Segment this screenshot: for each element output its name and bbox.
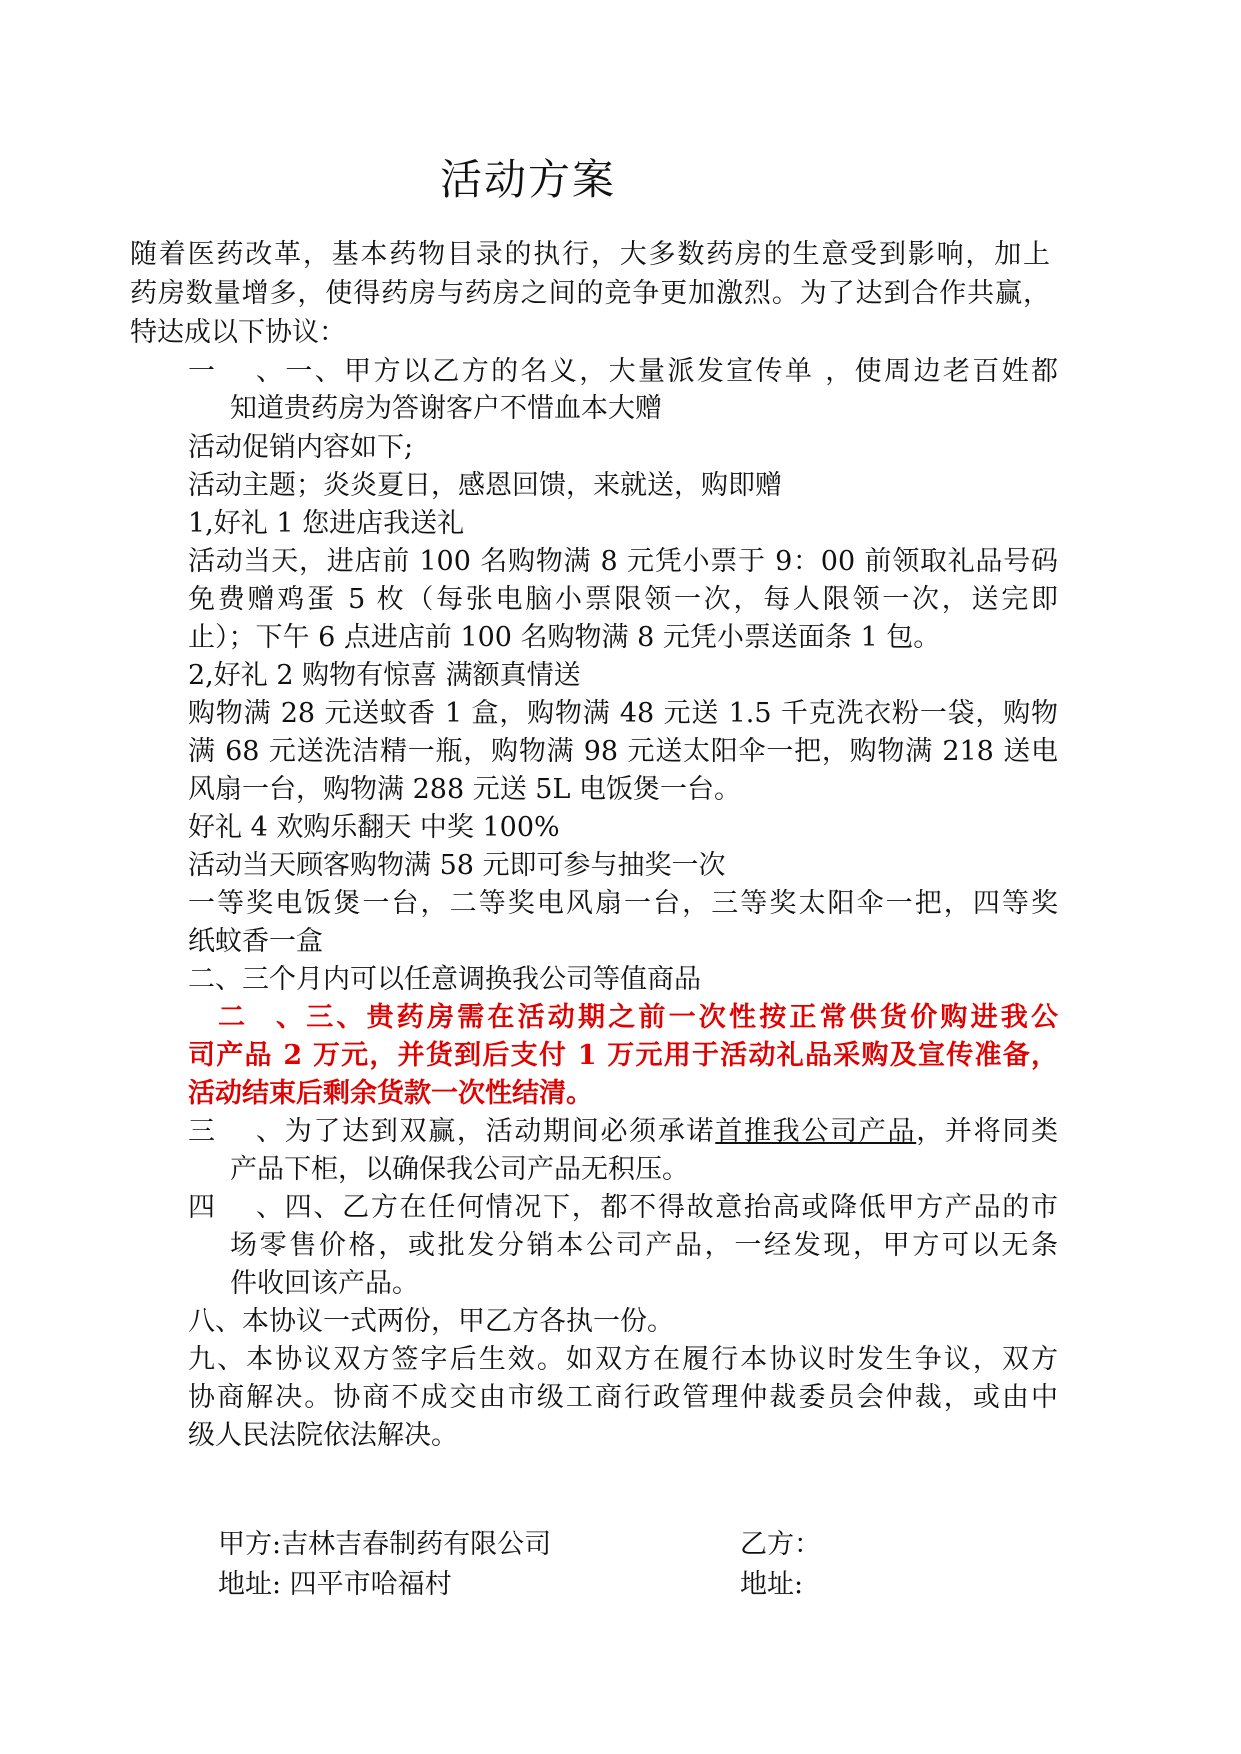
gift2-line-3: 风扇一台，购物满 288 元送 5L 电饭煲一台。: [188, 774, 741, 805]
gift4-line-2: 一等奖电饭煲一台，二等奖电风扇一台，三等奖太阳伞一把，四等奖: [188, 888, 1058, 919]
gift1-line-3: 止）；下午 6 点进店前 100 名购物满 8 元凭小票送面条 1 包。: [188, 622, 941, 653]
item3-line-1: [188, 1113, 1058, 1151]
item8-text: 八、本协议一式两份，甲乙方各执一份。: [188, 1306, 674, 1337]
item3-number: 三、: [188, 1116, 283, 1147]
item3-text-b: ，并将同类: [916, 1116, 1059, 1147]
promo-heading: 活动促销内容如下;: [188, 432, 414, 463]
item1-line-1: [188, 353, 1058, 391]
item2-text: 二、三个月内可以任意调换我公司等值商品: [188, 964, 701, 995]
red-clause-text: 三、贵药房需在活动期之前一次性按正常供货价购进我公: [303, 1002, 1058, 1033]
gift2-title: 2,好礼 2 购物有惊喜 满额真情送: [188, 660, 581, 691]
item4-line-3: 件收回该产品。: [230, 1268, 419, 1299]
red-clause-number: 二、: [218, 1002, 303, 1033]
red-clause-line-2: 司产品 2 万元，并货到后支付 1 万元用于活动礼品采购及宣传准备，: [188, 1040, 1058, 1071]
party-a-name: 甲方:吉林吉春制药有限公司: [218, 1529, 552, 1560]
gift2-line-1: 购物满 28 元送蚊香 1 盒，购物满 48 元送 1.5 千克洗衣粉一袋，购物: [188, 698, 1058, 729]
item1-line-2: 知道贵药房为答谢客户不惜血本大赠: [230, 393, 662, 424]
promo-theme: 活动主题；炎炎夏日，感恩回馈，来就送，购即赠: [188, 470, 782, 501]
red-clause-line-3: 活动结束后剩余货款一次性结清。: [188, 1078, 593, 1109]
item9-line-2: 协商解决。协商不成交由市级工商行政管理仲裁委员会仲裁，或由中: [188, 1382, 1058, 1413]
item4-line-1: [188, 1189, 1058, 1227]
item4-number: 四、: [188, 1192, 283, 1223]
party-b-address: 地址:: [740, 1569, 804, 1600]
intro-line-3: 特达成以下协议：: [130, 317, 346, 348]
item3-underlined-text: 首推我公司产品: [715, 1116, 917, 1147]
document-title: 活动方案: [440, 155, 617, 204]
item1-number: 一、: [188, 356, 283, 387]
party-b-name: 乙方：: [740, 1529, 821, 1560]
intro-line-2: 药房数量增多，使得药房与药房之间的竞争更加激烈。为了达到合作共赢，: [130, 278, 1050, 309]
item9-line-3: 级人民法院依法解决。: [188, 1420, 458, 1451]
party-a-address: 地址: 四平市哈福村: [218, 1569, 452, 1600]
intro-line-1: 随着医药改革，基本药物目录的执行，大多数药房的生意受到影响，加上: [130, 239, 1050, 270]
item9-line-1: 九、本协议双方签字后生效。如双方在履行本协议时发生争议，双方: [188, 1344, 1058, 1375]
red-clause-line-1: [188, 999, 1058, 1037]
gift1-line-2: 免费赠鸡蛋 5 枚（每张电脑小票限领一次，每人限领一次，送完即: [188, 584, 1058, 615]
item3-line-2: 产品下柜，以确保我公司产品无积压。: [230, 1154, 689, 1185]
gift4-line-1: 活动当天顾客购物满 58 元即可参与抽奖一次: [188, 850, 726, 881]
gift1-title: 1,好礼 1 您进店我送礼: [188, 508, 465, 539]
item1-text: 一、甲方以乙方的名义，大量派发宣传单 ，使周边老百姓都: [283, 356, 1058, 387]
item4-line-2: 场零售价格，或批发分销本公司产品，一经发现，甲方可以无条: [230, 1230, 1058, 1261]
gift2-line-2: 满 68 元送洗洁精一瓶，购物满 98 元送太阳伞一把，购物满 218 送电: [188, 736, 1058, 767]
gift4-line-3: 纸蚊香一盒: [188, 926, 323, 957]
gift1-line-1: 活动当天，进店前 100 名购物满 8 元凭小票于 9：00 前领取礼品号码: [188, 546, 1058, 577]
gift4-title: 好礼 4 欢购乐翻天 中奖 100%: [188, 812, 560, 843]
item3-text-a: 为了达到双赢，活动期间必须承诺: [283, 1116, 716, 1147]
item4-text: 四、乙方在任何情况下，都不得故意抬高或降低甲方产品的市: [283, 1192, 1058, 1223]
